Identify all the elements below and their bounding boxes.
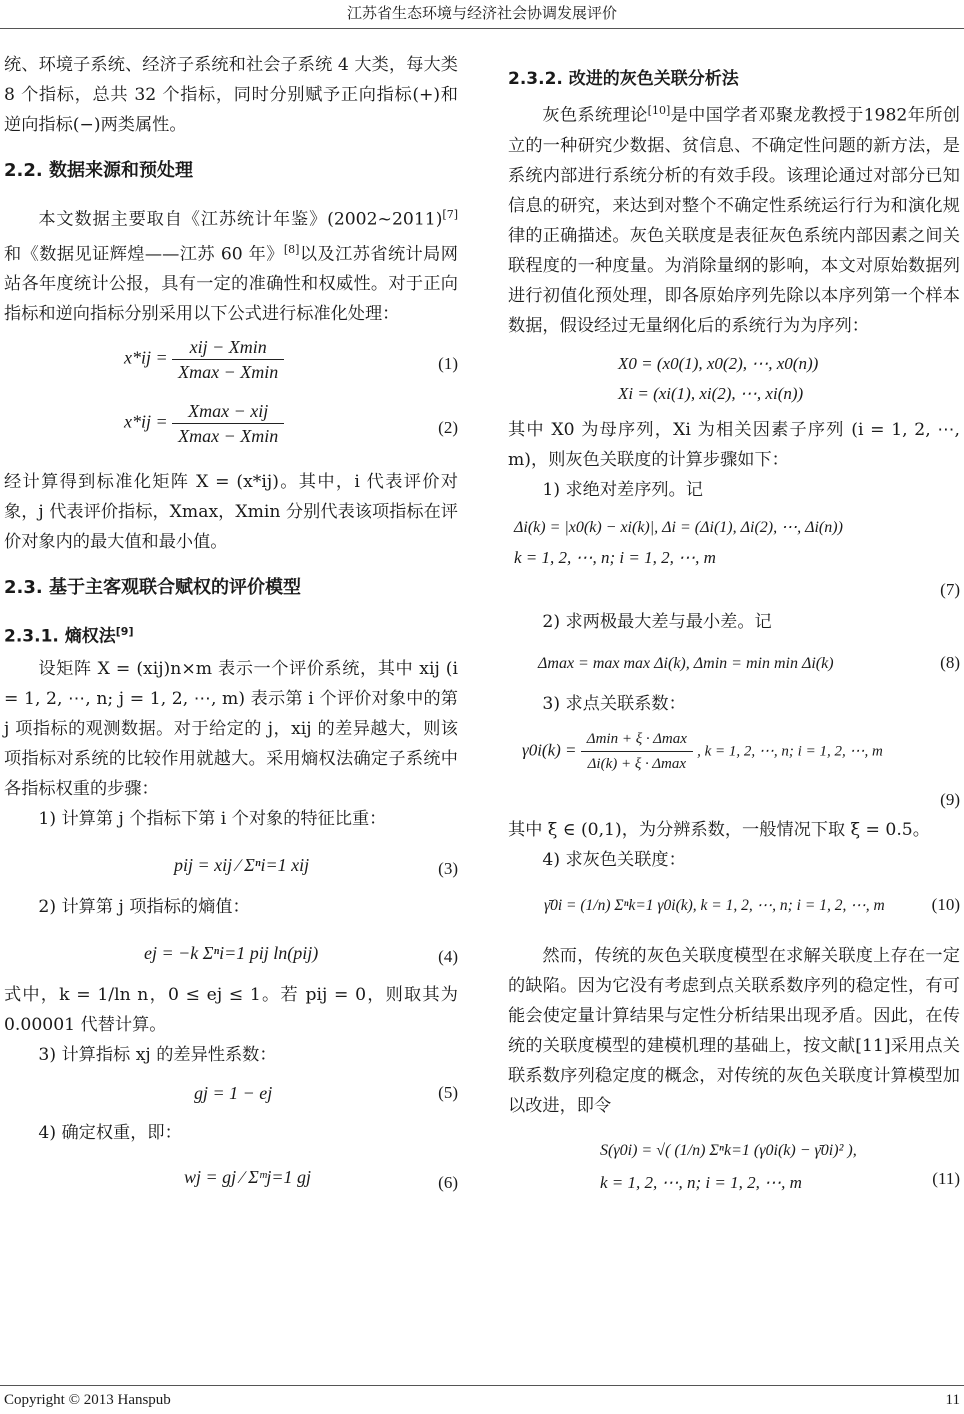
citation[interactable]: [9] (115, 625, 134, 639)
equation-8: Δmax = max max Δi(k), Δmin = min min Δi(k) (8) (508, 645, 960, 683)
step-2: 2) 求两极最大差与最小差。记 (542, 611, 772, 632)
equation-6: wj = gj ∕ Σᵐj=1 gj (6) (4, 1154, 458, 1198)
paragraph: 统、环境子系统、经济子系统和社会子系统 4 大类，每大类 8 个指标，总共 32 个指标，同时分别赋予正向指标(+)和逆向指标(−)两类属性。 (4, 55, 458, 135)
equation-number: (3) (438, 859, 458, 879)
paragraph: 经计算得到标准化矩阵 X = (x*ij)。其中，i 代表评价对象，j 代表评价指标，Xmax，Xmin 分别代表该项指标在评价对象内的最大值和最小值。 (4, 472, 458, 553)
equation-number: (11) (932, 1168, 960, 1188)
paragraph: 其中 X0 为母序列，Xi 为相关因素子序列 (i = 1, 2, ⋯, m)，则灰色关联度的计算步骤如下： (508, 419, 960, 470)
step-4: 4) 求灰色关联度： (542, 849, 686, 870)
step-2: 2) 计算第 j 项指标的熵值： (38, 897, 250, 918)
step-3: 3) 计算指标 xj 的差异性系数： (38, 1045, 277, 1066)
equation-5: gj = 1 − ej (5) (4, 1076, 458, 1112)
page-number: 11 (945, 1392, 960, 1408)
equation-number: (5) (438, 1083, 458, 1103)
paragraph: 灰色系统理论[10]是中国学者邓聚龙教授于1982年所创立的一种研究少数据、贫信息、不确定性问题的新方法，是系统内部进行系统分析的有效手段。该理论通过对部分已知信息的研究，来达到对整个不确定性系统运行行为和演化规律的正确描述。灰色关联度是表征灰色系统内部因素之间关联程度的一种度量。为消除量纲的影响，本文对原始数据列进行初值化预处理，即各原始序列先除以本序列第一个样本数据，假设经过无量纲化后的系统行为为序列： (508, 104, 960, 336)
equation-10: γ̄0i = (1/n) Σⁿk=1 γ0i(k), k = 1, 2, ⋯, n; i = 1, 2, ⋯, m (10) (508, 883, 960, 935)
step-1: 1) 求绝对差序列。记 (542, 479, 703, 500)
equation-11: S(γ0i) = √( (1/n) Σⁿk=1 (γ0i(k) − γ̄0i)² ), k = 1, 2, ⋯, n; i = 1, 2, ⋯, m (11) (508, 1135, 960, 1227)
paragraph: 其中 ξ ∈ (0,1)，为分辨系数，一般情况下取 ξ = 0.5。 (508, 819, 930, 840)
equation-3: pij = xij ∕ Σⁿi=1 xij (3) (4, 840, 458, 886)
paragraph: 本文数据主要取自《江苏统计年鉴》(2002~2011)[7]和《数据见证辉煌——江苏 60 年》[8]以及江苏省统计局网站各年度统计公报，具有一定的准确性和权威性。对于正向指标和逆向指标分别采用以下公式进行标准化处理： (4, 208, 458, 325)
subsection-heading: 2.3.1. 熵权法[9] (4, 625, 134, 648)
equation-number: (6) (438, 1173, 458, 1193)
step-1: 1) 计算第 j 个指标下第 i 个对象的特征比重： (38, 809, 387, 830)
citation[interactable]: [10] (647, 104, 671, 117)
left-column (4, 50, 458, 1204)
equation-2: x*ij = $\frac{\text{Xmax − xij}}{Xmax - Xmin}$ (2) (124, 401, 458, 447)
step-3: 3) 求点关联系数： (542, 693, 686, 714)
paragraph: 设矩阵 X = (xij)n×m 表示一个评价系统，其中 xij (i = 1, 2, ⋯, n; j = 1, 2, ⋯, m) 表示第 i 个评价对象中的第 j 项指标的观测数据。对于给定的 j，xij 的差异越大，则该项指标对系统的比较作用就越大。采用熵权法确定子系统中各指标权重的步骤： (4, 659, 458, 800)
page-footer (0, 1385, 964, 1414)
equation-1: x*ij = $\frac{\text{xij − Xmin}}{Xmax - Xmin}$ (1) (124, 337, 458, 383)
paragraph: 然而，传统的灰色关联度模型在求解关联度上存在一定的缺陷。因为它没有考虑到点关联系数序列的稳定性，有可能会使定量计算结果与定性分析结果出现矛盾。因此，在传统的关联度模型的建模机理的基础上，按文献[11]采用点关联系数序列稳定度的概念，对传统的灰色关联度计算模型加以改进，即令 (508, 945, 960, 1116)
equation-7: Δi(k) = |x0(k) − xi(k)|, Δi = (Δi(1), Δi(2), ⋯, Δi(n)) k = 1, 2, ⋯, n; i = 1, 2, ⋯, m (7) (508, 513, 960, 601)
equation-4: ej = −k Σⁿi=1 pij ln(pij) (4) (4, 928, 458, 974)
paragraph: 式中，k = 1/ln n，0 ≤ ej ≤ 1。若 pij = 0，则取其为 0.00001 代替计算。 (4, 985, 458, 1036)
equation-number: (7) (940, 579, 960, 599)
equation-number: (1) (438, 354, 458, 374)
equation-number: (8) (940, 652, 960, 672)
equation-number: (2) (438, 418, 458, 438)
citation[interactable]: [7] (442, 208, 458, 221)
citation[interactable]: [8] (283, 242, 300, 256)
subsection-heading: 2.3.2. 改进的灰色关联分析法 (508, 69, 739, 89)
step-4: 4) 确定权重，即： (38, 1123, 182, 1144)
copyright-text: Copyright © 2013 Hanspub (4, 1392, 171, 1408)
running-header: 江苏省生态环境与经济社会协调发展评价 (0, 0, 964, 29)
equation-number: (10) (931, 894, 960, 914)
equation-9: γ0i(k) = $\frac{\Delta\min + \xi \cdot \Delta\max}{\Delta i(k) + \xi \cdot \Delta\max}$ , k = 1, 2, ⋯, n; i = 1, 2, ⋯, m (9) (508, 727, 960, 809)
section-heading: 2.3. 基于主客观联合赋权的评价模型 (4, 577, 301, 599)
equation-number: (4) (438, 947, 458, 967)
section-heading: 2.2. 数据来源和预处理 (4, 160, 193, 181)
equation-number: (9) (940, 789, 960, 809)
right-column (508, 64, 960, 1233)
sequence-equations: X0 = (x0(1), x0(2), ⋯, x0(n)) Xi = (xi(1), xi(2), ⋯, xi(n)) (618, 353, 819, 403)
